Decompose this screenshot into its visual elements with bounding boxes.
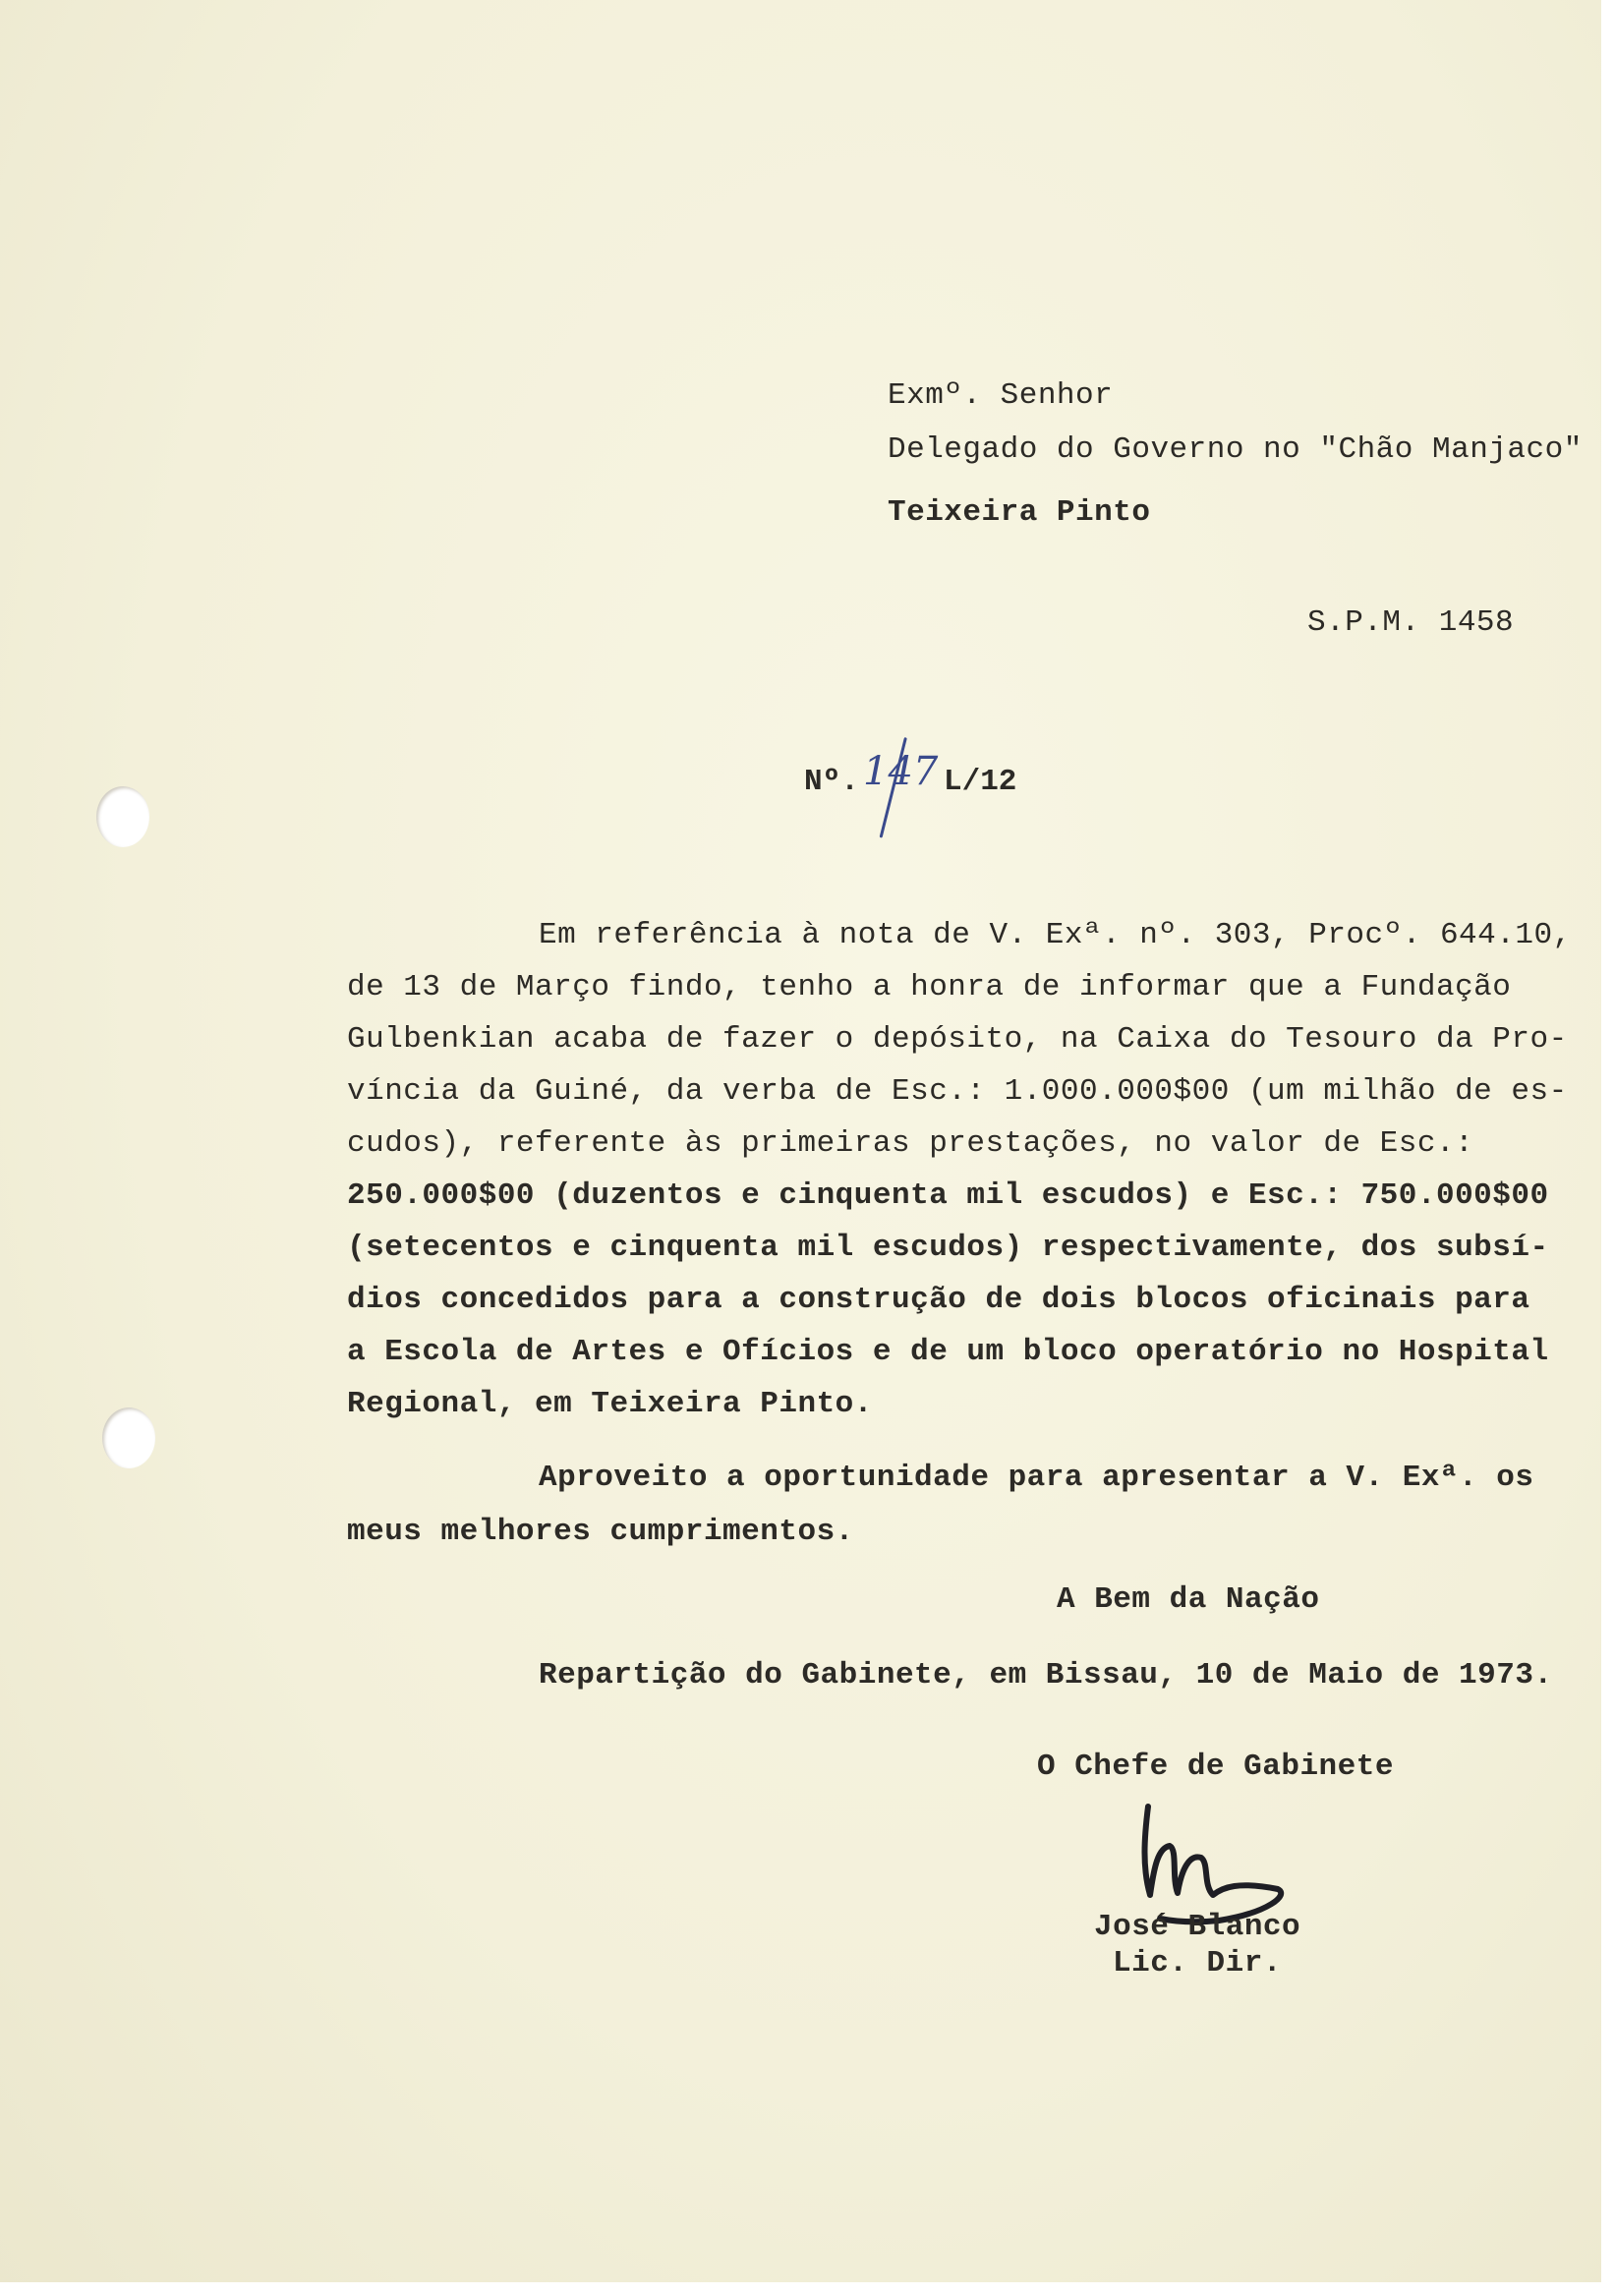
closing-line: Aproveito a oportunidade para apresentar a V. Exª. os <box>539 1461 1534 1495</box>
scan-edge-right <box>1601 0 1615 2296</box>
body-line: dios concedidos para a construção de dois blocos oficinais para <box>347 1283 1530 1317</box>
body-line: cudos), referente às primeiras prestações, no valor de Esc.: <box>347 1126 1474 1161</box>
body-line: Gulbenkian acaba de fazer o depósito, na Caixa do Tesouro da Pro- <box>347 1022 1568 1057</box>
scan-edge-bottom <box>0 2282 1615 2296</box>
addressee-title: Delegado do Governo no "Chão Manjaco" <box>888 432 1583 467</box>
signatory-degree: Lic. Dir. <box>1113 1946 1282 1980</box>
body-line: de 13 de Março findo, tenho a honra de informar que a Fundação <box>347 970 1512 1004</box>
body-line: a Escola de Artes e Ofícios e de um bloco operatório no Hospital <box>347 1335 1549 1369</box>
addressee-salutation: Exmº. Senhor <box>888 378 1114 413</box>
body-line: 250.000$00 (duzentos e cinquenta mil escudos) e Esc.: 750.000$00 <box>347 1178 1549 1213</box>
punch-hole-bottom <box>102 1407 155 1468</box>
motto: A Bem da Nação <box>1057 1582 1320 1617</box>
spm-code: S.P.M. 1458 <box>1307 605 1515 640</box>
body-line: víncia da Guiné, da verba de Esc.: 1.000.000$00 (um milhão de es- <box>347 1074 1568 1109</box>
place-date: Repartição do Gabinete, em Bissau, 10 de Maio de 1973. <box>539 1658 1553 1693</box>
signatory-role: O Chefe de Gabinete <box>1037 1750 1394 1784</box>
reference-prefix: Nº. <box>804 765 859 799</box>
reference-suffix: L/12 <box>944 765 1017 799</box>
body-line: (setecentos e cinquenta mil escudos) respectivamente, dos subsí- <box>347 1231 1549 1265</box>
punch-hole-top <box>96 786 149 847</box>
addressee-place: Teixeira Pinto <box>888 495 1151 530</box>
body-line: Em referência à nota de V. Exª. nº. 303, Procº. 644.10, <box>539 918 1572 952</box>
reference-handwritten-number: 147 <box>863 749 939 794</box>
signatory-name: José Blanco <box>1094 1910 1301 1944</box>
body-line: Regional, em Teixeira Pinto. <box>347 1387 873 1421</box>
closing-line: meus melhores cumprimentos. <box>347 1515 854 1549</box>
